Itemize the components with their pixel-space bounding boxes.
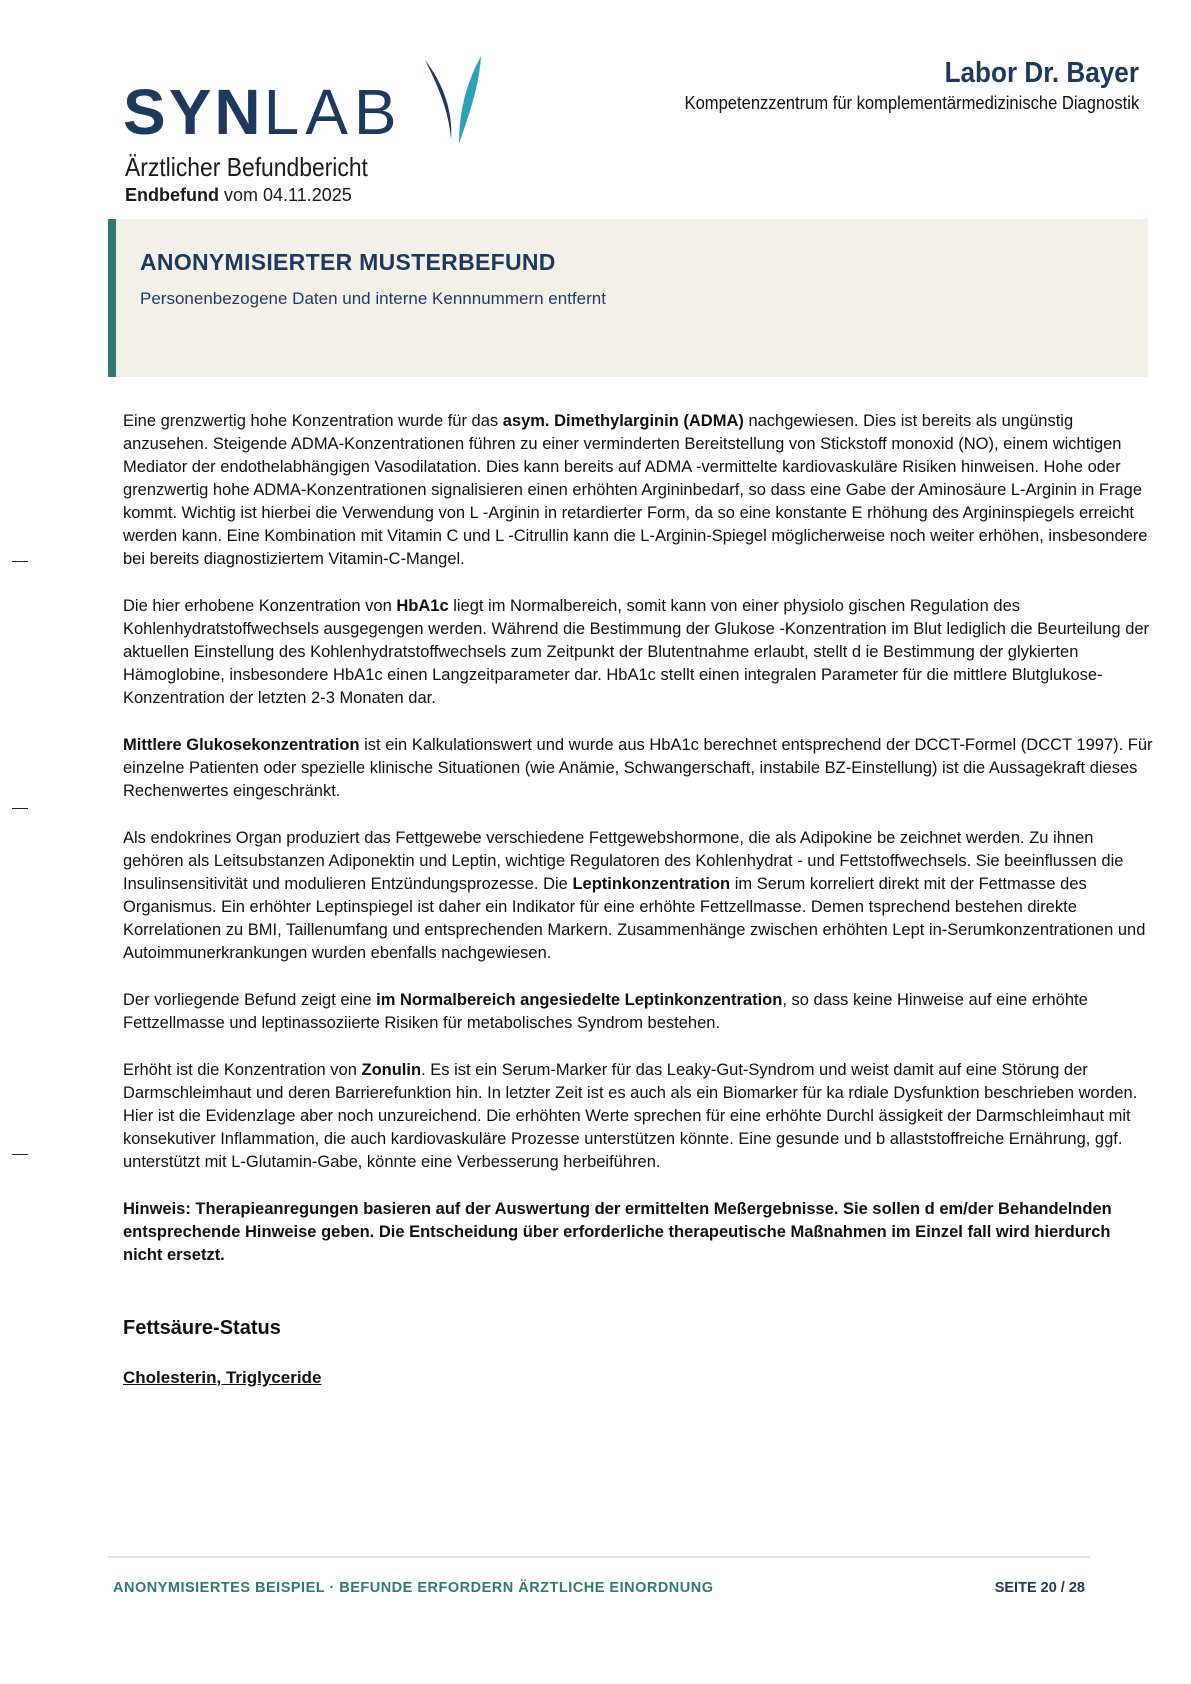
text-span: nachgewiesen. Dies ist bereits als ungünstig anzusehen. Steigende ADMA-Konzentrationen führen zu einer verminderten Bereitstellung von Stickstoff monoxid (NO), einem wichtigen Mediator der endothelabhängigen Vasodilatation. Dies kann bereits auf ADMA -vermittelte kardiovaskuläre Risiken hinweisen. Hohe oder grenzwertig hohe ADMA-Konzentrationen signalisieren einen erhöhten Argininbedarf, so dass eine Gabe der Aminosäure L-Arginin in Frage kommt. Wichtig ist hierbei die Verwendung von L -Arginin in retardierter Form, da so eine konstante E rhöhung des Argininspiegels erreicht werden kann. Eine Kombination mit Vitamin C und L -Citrullin kann die L-Arginin-Spiegel möglicherweise noch weiter erhöhen, insbesondere bei bereits diagnostiziertem Vitamin-C-Mangel. xyxy=(123,412,1148,568)
report-body xyxy=(123,410,1153,1389)
section-title: Fettsäure-Status xyxy=(123,1317,281,1339)
logo-swoosh-icon xyxy=(423,54,503,146)
paragraph-glukose xyxy=(123,734,1153,803)
logo-wordmark xyxy=(123,76,403,148)
paragraph-leptin xyxy=(123,827,1153,965)
status-date: vom 04.11.2025 xyxy=(218,185,352,205)
footer-disclaimer: ANONYMISIERTES BEISPIEL · BEFUNDE ERFORDERN ÄRZTLICHE EINORDNUNG xyxy=(113,1580,714,1596)
paragraph-leptin-result xyxy=(123,989,1153,1035)
page-number: SEITE 20 / 28 xyxy=(994,1580,1085,1596)
paragraph-hinweis: Hinweis: Therapieanregungen basieren auf der Auswertung der ermittelten Meßergebnisse. Sie sollen d em/der Behandelnden entsprechende Hinweise geben. Die Entscheidung über erforderliche therapeutische Maßnahmen im Einzel fall wird hierdurch nicht ersetzt. xyxy=(123,1200,1112,1264)
bold-term: HbA1c xyxy=(396,597,449,615)
bold-term: Leptinkonzentration xyxy=(572,875,731,893)
paragraph-adma xyxy=(123,410,1153,571)
text-span: Als endokrines Organ produziert das Fettgewebe verschiedene Fettgewebshormone, die als Adipokine be zeichnet werden. Zu ihnen gehören als Leitsubstanzen Adiponektin und Leptin, wichtige Regulatoren des Kohlenhydrat - und Fettstoffwechsels. Sie beeinflussen die Insulinsensitivität und modulieren Entzündungsprozesse. Die xyxy=(123,829,1124,893)
text-span: Die hier erhobene Konzentration von xyxy=(123,597,397,615)
text-span: liegt im Normalbereich, somit kann von einer physiolo gischen Regulation des Kohlenhydratstoffwechsels ausgegengen werden. Während die Bestimmung der Glukose -Konzentration im Blut lediglich die Beurteilung der aktuellen Einstellung des Kohlenhydratstoffwechsels zum Zeitpunkt der Blutentnahme erlaubt, stellt d ie Bestimmung der glykierten Hämoglobine, insbesondere HbA1c einen Langzeitparameter dar. HbA1c stellt einen integralen Parameter für die mittlere Blutglukose-Konzentration der letzten 2-3 Monaten dar. xyxy=(123,597,1150,707)
status-bold: Endbefund xyxy=(125,185,219,205)
lab-subtitle: Kompetenzzentrum für komplementärmedizinische Diagnostik xyxy=(684,93,1139,113)
paragraph-hba1c xyxy=(123,595,1153,710)
text-span: . Es ist ein Serum-Marker für das Leaky-Gut-Syndrom und weist damit auf eine Störung der Darmschleimhaut und deren Barrierefunktion hin. In letzter Zeit ist es auch als ein Biomarker für ka rdiale Dysfunktion beschrieben worden. Hier ist die Evidenzlage aber noch unzureichend. Die erhöhten Werte sprechen für eine erhöhte Durchl ässigkeit der Darmschleimhaut mit konsekutiver Inflammation, die auch kardiovaskuläre Prozesse unterstützen könnte. Eine gesunde und b allaststoffreiche Ernährung, ggf. unterstützt mit L-Glutamin-Gabe, könnte eine Verbesserung herbeiführen. xyxy=(123,1061,1138,1171)
subsection-title: Cholesterin, Triglyceride xyxy=(123,1368,322,1387)
anonymized-banner xyxy=(108,219,1148,377)
bold-term: Zonulin xyxy=(361,1061,422,1079)
logo-text-thin: LAB xyxy=(263,76,403,148)
lab-name: Labor Dr. Bayer xyxy=(944,57,1139,89)
bold-term: im Normalbereich angesiedelte Leptinkonzentration xyxy=(376,991,783,1009)
fold-mark xyxy=(12,561,28,562)
banner-subtitle: Personenbezogene Daten und interne Kennnummern entfernt xyxy=(140,289,606,308)
document-kind: Ärztlicher Befundbericht xyxy=(125,152,368,182)
text-span: Eine grenzwertig hohe Konzentration wurde für das xyxy=(123,412,503,430)
synlab-logo xyxy=(123,54,503,146)
text-span: , so dass keine Hinweise auf eine erhöhte Fettzellmasse und leptinassoziierte Risiken für metabolisches Syndrom bestehen. xyxy=(123,991,1088,1032)
text-span: Der vorliegende Befund zeigt eine xyxy=(123,991,377,1009)
banner-title: ANONYMISIERTER MUSTERBEFUND xyxy=(140,249,556,275)
document-status xyxy=(125,184,352,206)
text-span: im Serum korreliert direkt mit der Fettmasse des Organismus. Ein erhöhter Leptinspiegel ist daher ein Indikator für eine erhöhte Fettzellmasse. Demen tsprechend bestehen direkte Korrelationen zu BMI, Taillenumfang und entsprechenden Markern. Zusammenhänge zwischen erhöhten Lept in-Serumkonzentrationen und Autoimmunerkrankungen wurden ebenfalls nachgewiesen. xyxy=(123,875,1146,962)
paragraph-zonulin xyxy=(123,1059,1153,1174)
logo-text-bold: SYN xyxy=(123,76,264,148)
fold-mark xyxy=(12,808,28,809)
text-span: ist ein Kalkulationswert und wurde aus HbA1c berechnet entsprechend der DCCT-Formel (DCCT 1997). Für einzelne Patienten oder spezielle klinische Situationen (wie Anämie, Schwangerschaft, instabile BZ-Einstellung) ist die Aussagekraft dieses Rechenwertes eingeschränkt. xyxy=(123,736,1153,800)
bold-term: Mittlere Glukosekonzentration xyxy=(123,736,360,754)
footer-divider xyxy=(108,1556,1090,1558)
text-span: Erhöht ist die Konzentration von xyxy=(123,1061,362,1079)
bold-term: asym. Dimethylarginin (ADMA) xyxy=(502,412,744,430)
fold-mark xyxy=(12,1154,28,1155)
